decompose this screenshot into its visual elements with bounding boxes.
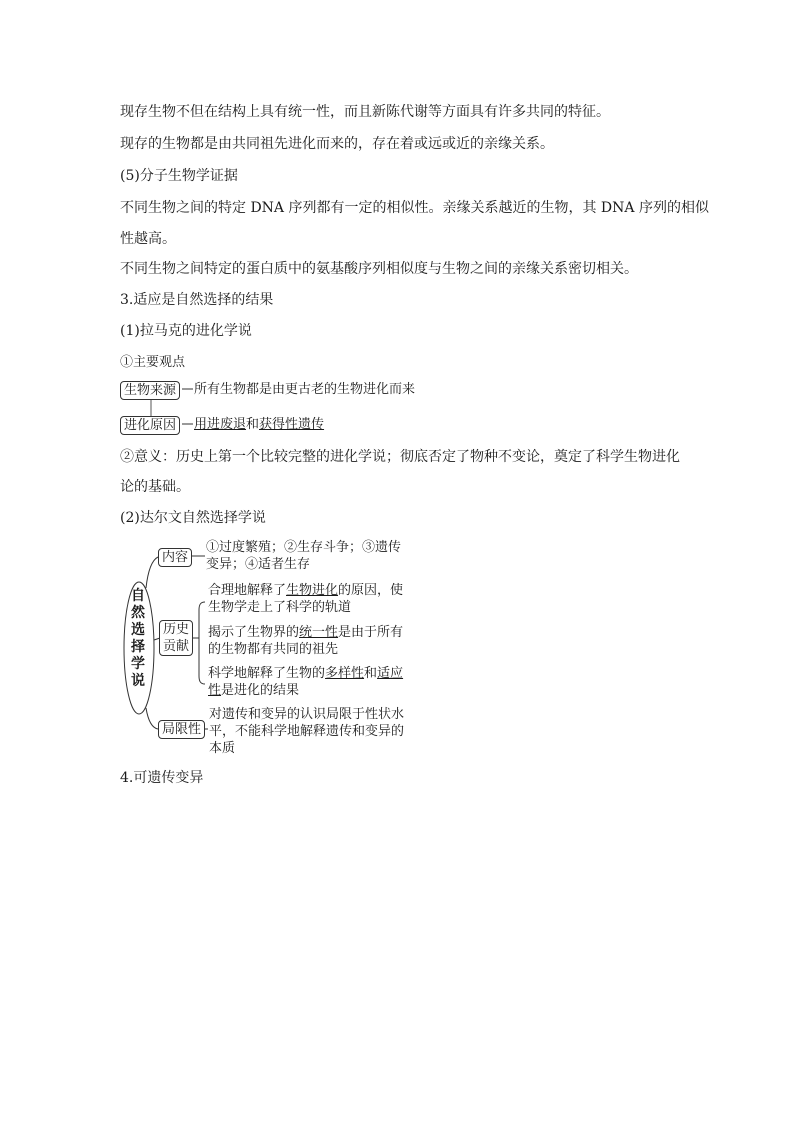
text-evolution-cause: [194, 416, 324, 433]
root-char: 说: [131, 673, 145, 689]
c3-underlined-adapt: 适应: [377, 666, 404, 681]
box-content: 内容: [158, 548, 192, 567]
c2-suffix: 是由于所有: [338, 625, 404, 640]
c3-line2-rest: 是进化的结果: [221, 683, 300, 698]
c3-underlined-suffix: 性: [208, 683, 222, 698]
paragraph-dna-line1: 不同生物之间的特定 DNA 序列都有一定的相似性。亲缘关系越近的生物，其 DNA 序列的相似: [120, 200, 709, 216]
and-word: 和: [246, 417, 260, 432]
box-limitation: 局限性: [158, 720, 205, 739]
paragraph-unity: 现存生物不但在结构上具有统一性，而且新陈代谢等方面具有许多共同的特征。: [120, 104, 610, 120]
text-origin: 所有生物都是由更古老的生物进化而来: [194, 382, 416, 397]
paragraph-common-ancestor: 现存的生物都是由共同祖先进化而来的，存在着或远或近的亲缘关系。: [120, 136, 554, 152]
box-evolution-cause: 进化原因: [120, 416, 180, 435]
c3-prefix: 科学地解释了生物的: [208, 666, 326, 681]
contribution-2-line2: 的生物都有共同的祖先: [208, 642, 339, 657]
c1-underlined: 生物进化: [286, 583, 339, 598]
contribution-3-line1: [208, 665, 403, 682]
contribution-3-line2: [208, 682, 299, 699]
content-line1: ①过度繁殖；②生存斗争；③遗传: [206, 540, 402, 555]
heading-darwin: (2)达尔文自然选择学说: [120, 510, 266, 526]
paragraph-dna-line2: 性越高。: [120, 231, 176, 247]
label-main-points: ①主要观点: [120, 355, 186, 370]
c3-underlined-diversity: 多样性: [325, 666, 365, 681]
root-label: [126, 588, 150, 690]
limitation-line1: 对遗传和变异的认识局限于性状水: [209, 707, 405, 722]
root-char: 然: [131, 605, 145, 621]
contribution-2-line1: [208, 624, 403, 641]
c1-suffix: 的原因，使: [338, 583, 404, 598]
heading-heritable-variation: 4.可遗传变异: [120, 770, 204, 786]
c2-underlined: 统一性: [299, 625, 339, 640]
use-disuse-term: 用进废退: [194, 417, 247, 432]
contribution-1-line2: 生物学走上了科学的轨道: [208, 600, 352, 615]
root-char: 选: [131, 622, 145, 638]
root-char: 学: [131, 656, 145, 672]
contribution-1-line1: [208, 582, 403, 599]
limitation-line2: 平，不能科学地解释遗传和变异的: [209, 724, 405, 739]
box-contribution: [159, 620, 193, 656]
c3-and: 和: [364, 666, 378, 681]
root-char: 自: [131, 588, 145, 604]
heading-adaptation: 3.适应是自然选择的结果: [120, 292, 274, 308]
content-line2: 变异；④适者生存: [206, 557, 311, 572]
c1-prefix: 合理地解释了: [208, 583, 287, 598]
paragraph-significance-line1: ②意义：历史上第一个比较完整的进化学说；彻底否定了物种不变论，奠定了科学生物进化: [120, 449, 680, 465]
heading-lamarck: (1)拉马克的进化学说: [120, 323, 252, 339]
c2-prefix: 揭示了生物界的: [208, 625, 300, 640]
limitation-line3: 本质: [209, 741, 236, 756]
box-origin: 生物来源: [120, 381, 180, 400]
contribution-label-line2: 贡献: [163, 639, 190, 654]
heading-molecular-evidence: (5)分子生物学证据: [120, 168, 238, 184]
acquired-inheritance-term: 获得性遗传: [259, 417, 325, 432]
paragraph-protein: 不同生物之间特定的蛋白质中的氨基酸序列相似度与生物之间的亲缘关系密切相关。: [120, 261, 638, 277]
root-char: 择: [131, 639, 145, 655]
paragraph-significance-line2: 论的基础。: [120, 479, 190, 495]
contribution-label-line1: 历史: [163, 622, 190, 637]
